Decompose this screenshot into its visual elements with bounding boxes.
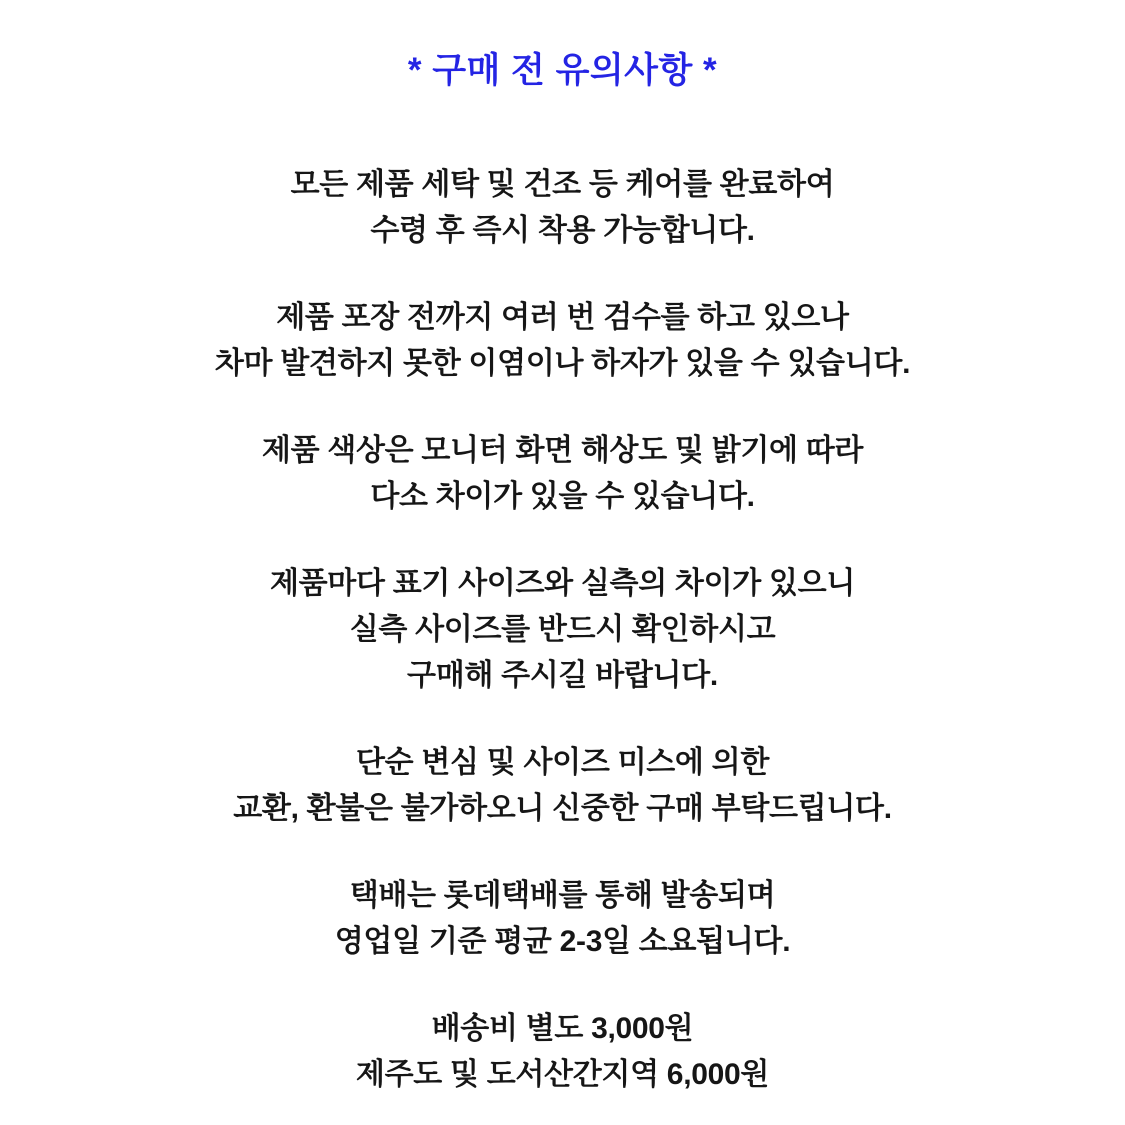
notice-paragraph-inspection: [0, 295, 1125, 387]
notice-paragraph-care: [0, 162, 1125, 254]
notice-line: 제품 포장 전까지 여러 번 검수를 하고 있으나: [276, 301, 849, 334]
notice-paragraph-color: [0, 428, 1125, 520]
notice-line: 모든 제품 세탁 및 건조 등 케어를 완료하여: [290, 168, 835, 201]
notice-line: 교환, 환불은 불가하오니 신중한 구매 부탁드립니다.: [233, 792, 892, 825]
page-title: * 구매 전 유의사항 *: [407, 51, 718, 90]
notice-line: 실측 사이즈를 반드시 확인하시고: [349, 613, 776, 646]
notice-line: 차마 발견하지 못한 이염이나 하자가 있을 수 있습니다.: [214, 347, 911, 380]
notice-line: 영업일 기준 평균 2-3일 소요됩니다.: [334, 925, 791, 958]
notice-line: 수령 후 즉시 착용 가능합니다.: [370, 214, 755, 247]
notice-line: 다소 차이가 있을 수 있습니다.: [370, 480, 755, 513]
notice-line: 단순 변심 및 사이즈 미스에 의한: [355, 746, 769, 779]
notice-paragraph-shipping-fee: [0, 1006, 1125, 1098]
notice-line: 구매해 주시길 바랍니다.: [407, 659, 718, 692]
notice-paragraph-size: [0, 561, 1125, 699]
notice-line: 택배는 롯데택배를 통해 발송되며: [349, 879, 776, 912]
notice-paragraph-refund: [0, 740, 1125, 832]
notice-line: 제품마다 표기 사이즈와 실측의 차이가 있으니: [269, 567, 856, 600]
notice-paragraph-shipping-carrier: [0, 873, 1125, 965]
notice-line: 제품 색상은 모니터 화면 해상도 및 밝기에 따라: [261, 434, 864, 467]
notice-line: 배송비 별도 3,000원: [431, 1012, 694, 1045]
notice-line: 제주도 및 도서산간지역 6,000원: [355, 1058, 770, 1091]
